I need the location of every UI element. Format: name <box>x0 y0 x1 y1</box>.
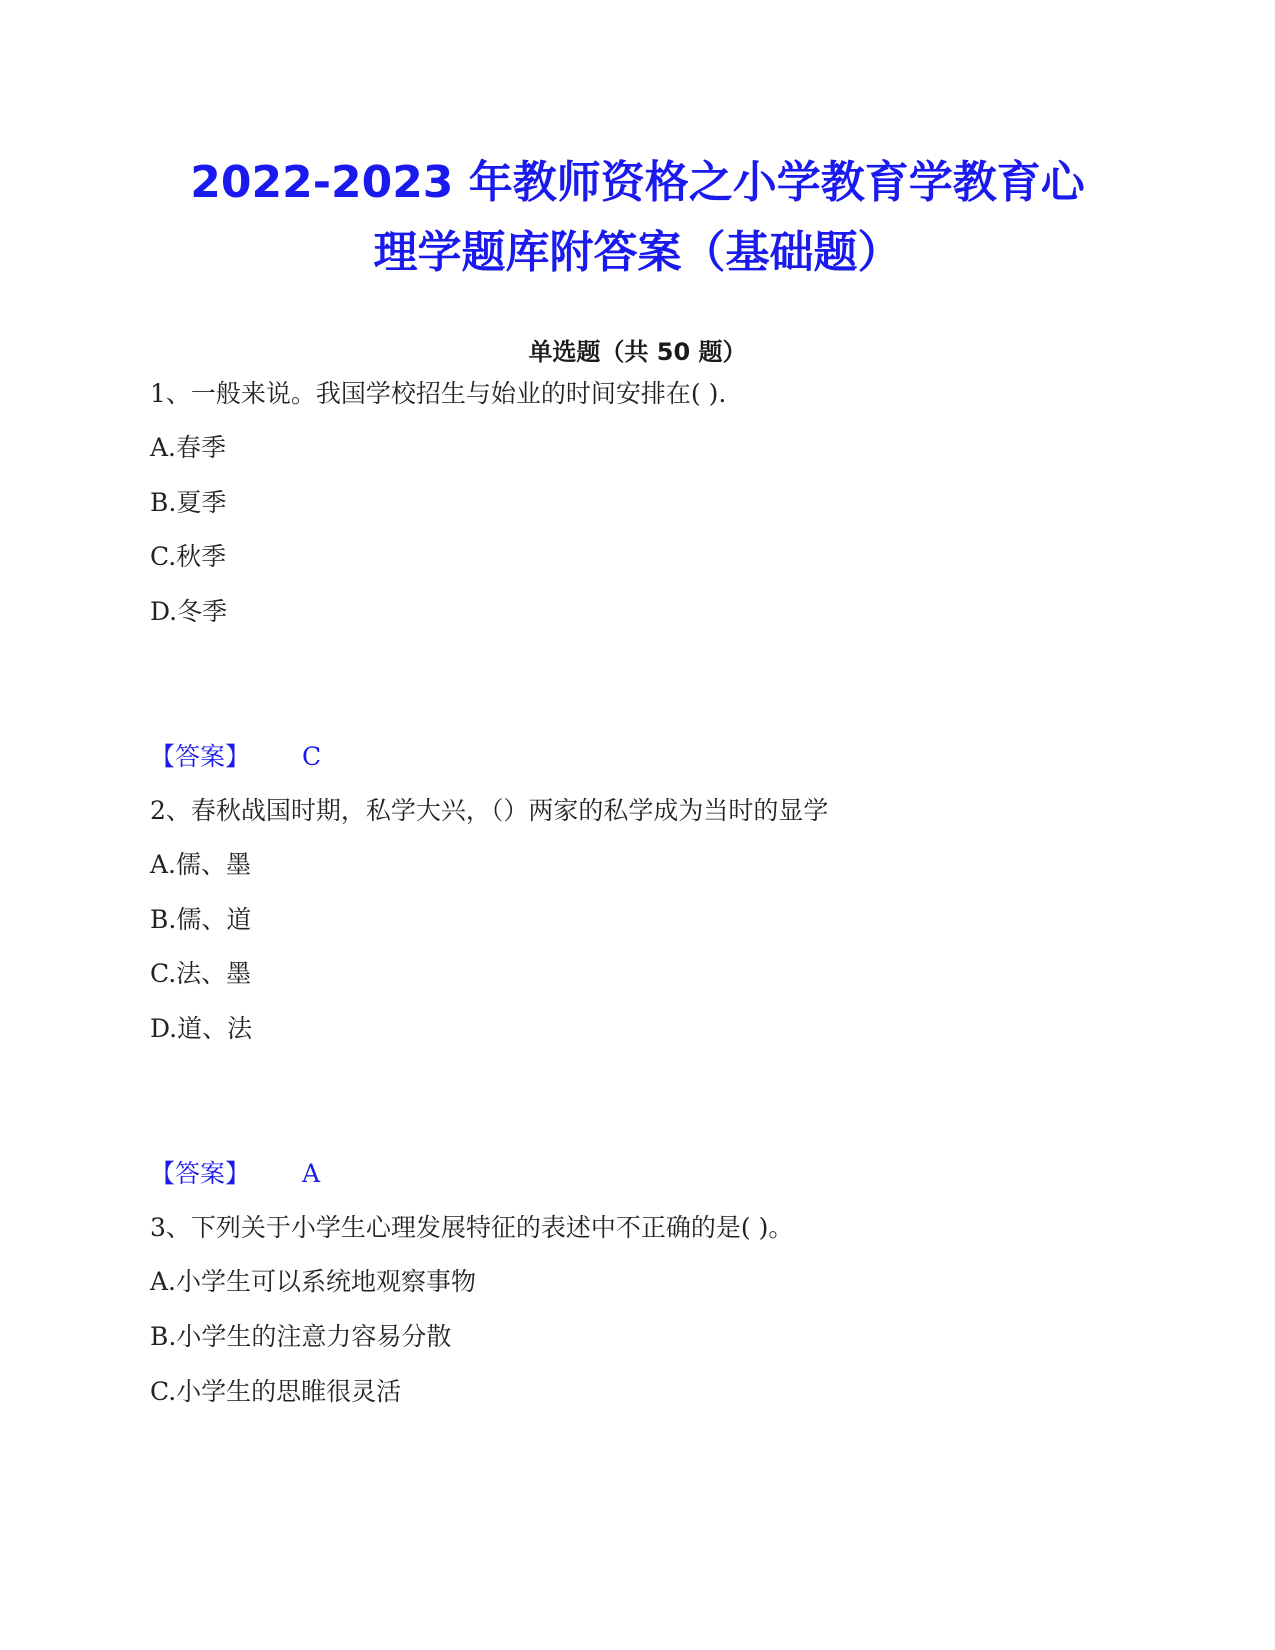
question-3-option-a: A.小学生可以系统地观察事物 <box>150 1267 477 1296</box>
document-title-line-2: 理学题库附答案（基础题） <box>373 227 902 278</box>
question-2-option-a: A.儒、墨 <box>150 850 252 879</box>
answer-value: A <box>302 1159 321 1188</box>
question-2-option-d: D.道、法 <box>150 1014 253 1043</box>
answer-label: 【答案】 <box>150 1159 251 1188</box>
section-heading: 单选题（共 50 题） <box>528 338 747 366</box>
question-2-option-c: C.法、墨 <box>150 959 252 988</box>
question-1-answer <box>150 740 321 774</box>
question-2-stem: 2、春秋战国时期，私学大兴，（）两家的私学成为当时的显学 <box>150 796 829 825</box>
question-1-option-c: C.秋季 <box>150 542 227 571</box>
question-1-option-b: B.夏季 <box>150 488 227 517</box>
question-1-option-d: D.冬季 <box>150 597 228 626</box>
answer-value: C <box>302 742 322 771</box>
question-3-option-c: C.小学生的思睢很灵活 <box>150 1377 402 1406</box>
question-3-option-b: B.小学生的注意力容易分散 <box>150 1322 452 1351</box>
question-1-option-a: A.春季 <box>150 433 227 462</box>
document-title-line-1: 2022-2023 年教师资格之小学教育学教育心 <box>190 157 1085 208</box>
question-3-stem: 3、下列关于小学生心理发展特征的表述中不正确的是( )。 <box>150 1213 794 1242</box>
question-1-stem: 1、一般来说。我国学校招生与始业的时间安排在( ). <box>150 379 727 408</box>
question-2-answer <box>150 1157 320 1191</box>
question-2-option-b: B.儒、道 <box>150 905 252 934</box>
answer-label: 【答案】 <box>150 742 251 771</box>
